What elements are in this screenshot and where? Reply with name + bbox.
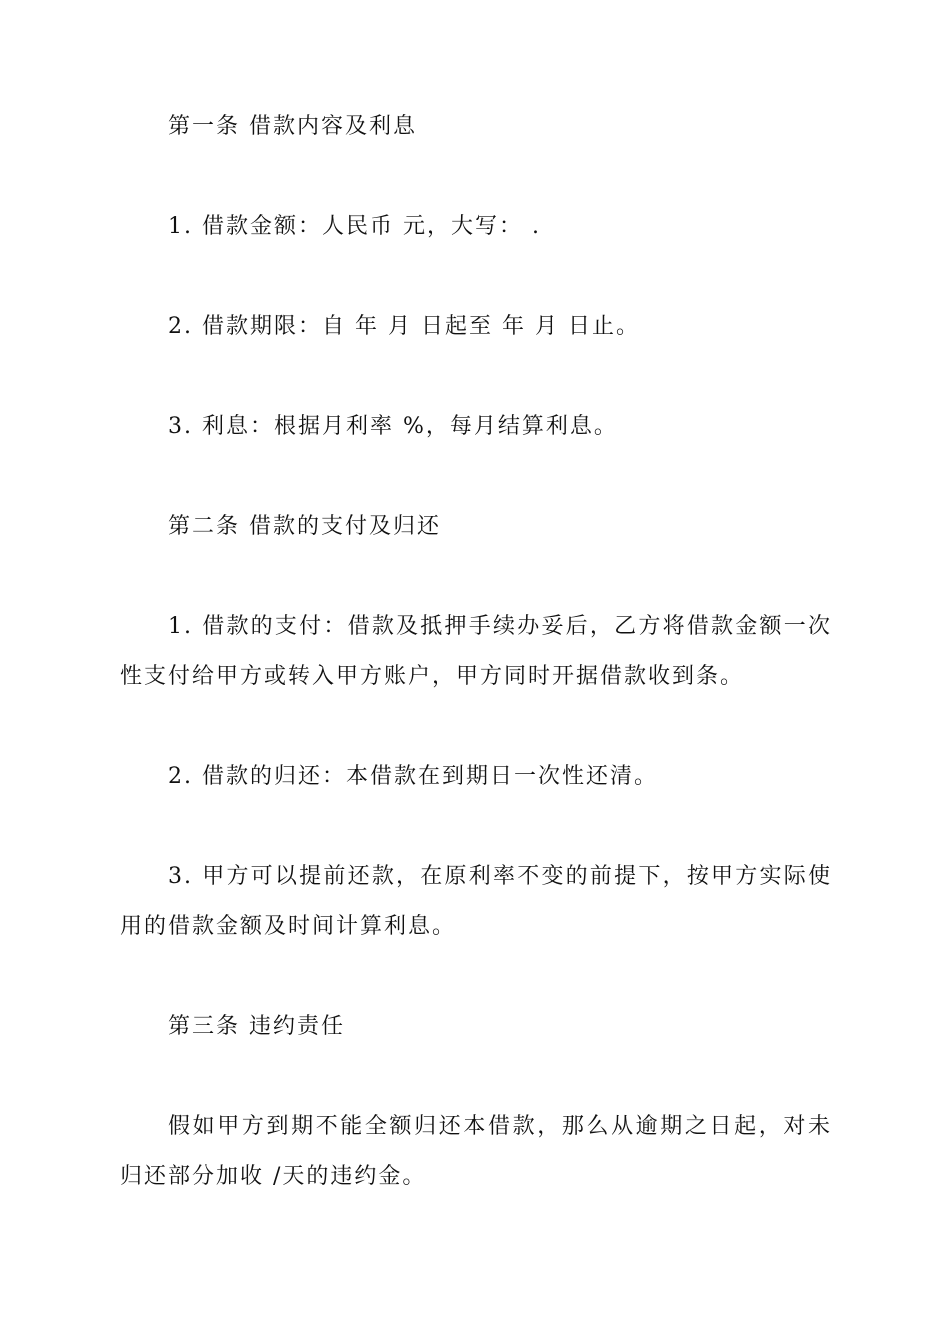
clause-early-repayment: 3. 甲方可以提前还款，在原利率不变的前提下，按甲方实际使用的借款金额及时间计算利息。 [120, 864, 832, 939]
clause-loan-term: 2. 借款期限：自 年 月 日起至 年 月 日止。 [168, 314, 640, 339]
clause-loan-amount: 1. 借款金额：人民币 元，大写： . [168, 214, 541, 239]
clause-default-penalty: 假如甲方到期不能全额归还本借款，那么从逾期之日起，对未归还部分加收 /天的违约金。 [120, 1114, 832, 1189]
section-heading-2: 第二条 借款的支付及归还 [168, 514, 441, 539]
clause-loan-payment: 1. 借款的支付：借款及抵押手续办妥后，乙方将借款金额一次性支付给甲方或转入甲方账户，甲方同时开据借款收到条。 [120, 614, 832, 689]
section-heading-3: 第三条 违约责任 [168, 1014, 345, 1039]
section-heading-1: 第一条 借款内容及利息 [168, 114, 417, 139]
clause-loan-repayment: 2. 借款的归还：本借款在到期日一次性还清。 [168, 764, 658, 789]
clause-interest: 3. 利息：根据月利率 %，每月结算利息。 [168, 414, 618, 439]
